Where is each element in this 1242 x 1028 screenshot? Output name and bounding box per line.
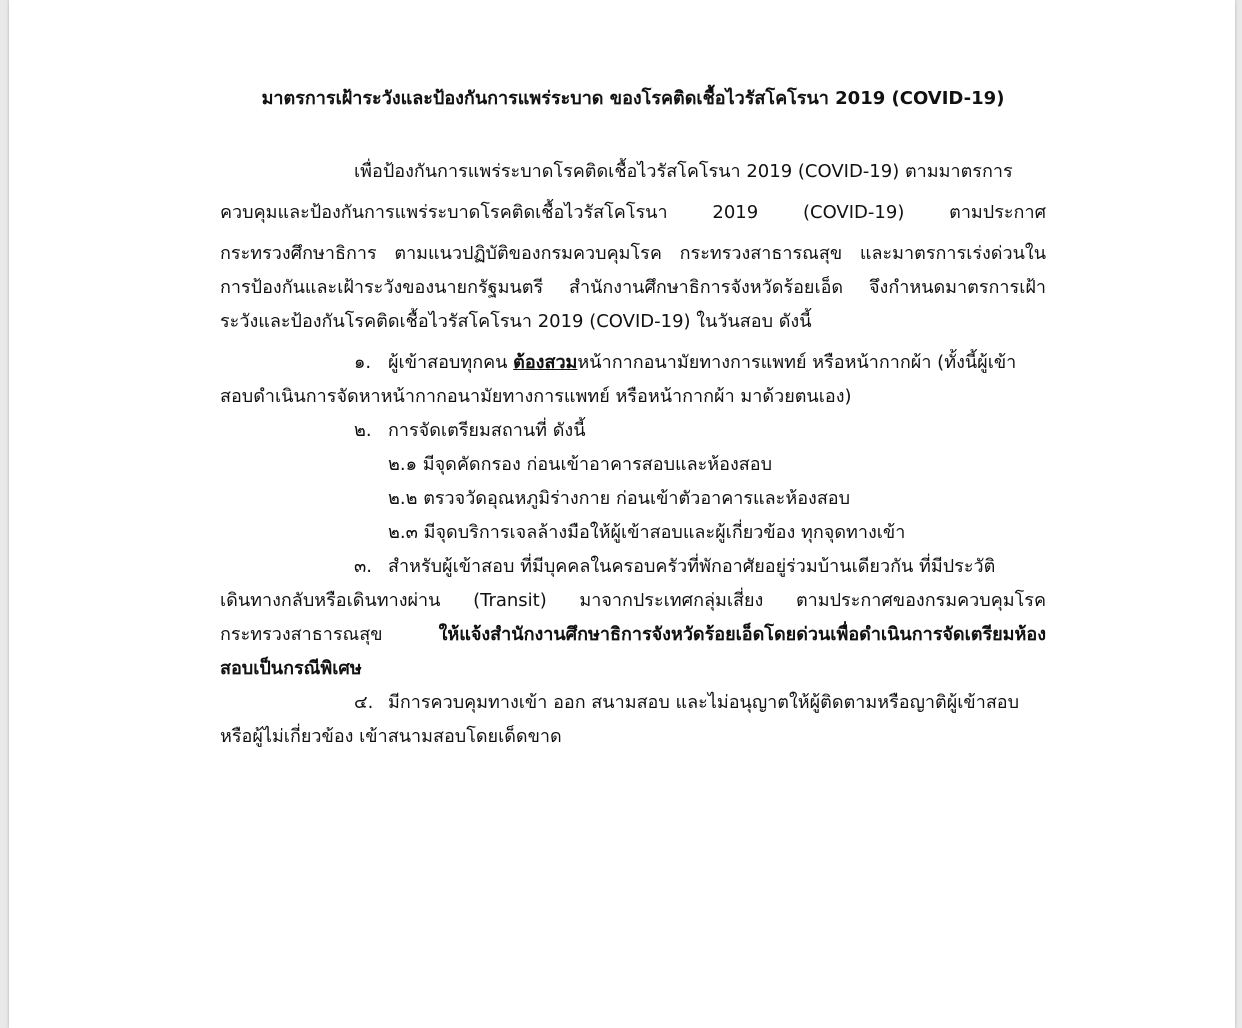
item-3-line-2: เดินทางกลับหรือเดินทางผ่าน (Transit) มาจากประเทศกลุ่มเสี่ยง ตามประกาศของกรมควบคุมโรค — [220, 590, 1046, 611]
item-2-text: การจัดเตรียมสถานที่ ดังนี้ — [388, 420, 586, 441]
document-page — [9, 0, 1235, 1028]
item-1-number: ๑. — [354, 352, 372, 373]
item-2-sub-2-text: ตรวจวัดอุณหภูมิร่างกาย ก่อนเข้าตัวอาคารและห้องสอบ — [423, 488, 851, 509]
intro-line-1: เพื่อป้องกันการแพร่ระบาดโรคติดเชื้อไวรัสโคโรนา 2019 (COVID-19) ตามมาตรการ — [354, 161, 1013, 182]
item-2-sub-3-number: ๒.๓ — [388, 522, 418, 543]
intro-line-4: การป้องกันและเฝ้าระวังของนายกรัฐมนตรี สำนักงานศึกษาธิการจังหวัดร้อยเอ็ด จึงกำหนดมาตรการเฝ้า — [220, 277, 1046, 298]
item-2-sub-2 — [388, 486, 850, 512]
item-4-number: ๔. — [354, 692, 374, 713]
item-3-line-1-text: สำหรับผู้เข้าสอบ ที่มีบุคคลในครอบครัวที่พักอาศัยอยู่ร่วมบ้านเดียวกัน ที่มีประวัติ — [388, 556, 996, 577]
item-1-line-1 — [354, 350, 1016, 376]
item-3-line-1 — [354, 554, 995, 580]
item-2-line — [354, 418, 586, 444]
item-4-line-1 — [354, 690, 1019, 716]
item-2-sub-2-number: ๒.๒ — [388, 488, 418, 509]
item-3-line-4: สอบเป็นกรณีพิเศษ — [220, 658, 362, 679]
item-3-line-3-bold: ให้แจ้งสำนักงานศึกษาธิการจังหวัดร้อยเอ็ดโดยด่วนเพื่อดำเนินการจัดเตรียมห้อง — [438, 624, 1046, 645]
item-2-sub-3 — [388, 520, 905, 546]
item-2-sub-1-number: ๒.๑ — [388, 454, 418, 475]
item-2-sub-3-text: มีจุดบริการเจลล้างมือให้ผู้เข้าสอบและผู้เกี่ยวข้อง ทุกจุดทางเข้า — [423, 522, 906, 543]
item-2-sub-1-text: มีจุดคัดกรอง ก่อนเข้าอาคารสอบและห้องสอบ — [422, 454, 772, 475]
item-4-line-2: หรือผู้ไม่เกี่ยวข้อง เข้าสนามสอบโดยเด็ดขาด — [220, 726, 562, 747]
item-2-sub-1 — [388, 452, 772, 478]
intro-line-5: ระวังและป้องกันโรคติดเชื้อไวรัสโคโรนา 2019 (COVID-19) ในวันสอบ ดังนี้ — [220, 311, 812, 332]
intro-line-2: ควบคุมและป้องกันการแพร่ระบาดโรคติดเชื้อไวรัสโคโรนา 2019 (COVID-19) ตามประกาศ — [220, 202, 1046, 223]
item-1-emphasis: ต้องสวม — [513, 352, 578, 373]
item-4-line-1-text: มีการควบคุมทางเข้า ออก สนามสอบ และไม่อนุญาตให้ผู้ติดตามหรือญาติผู้เข้าสอบ — [388, 692, 1020, 713]
item-3-number: ๓. — [354, 556, 373, 577]
item-3-line-3-normal: กระทรวงสาธารณสุข — [220, 624, 439, 645]
item-1-text-before: ผู้เข้าสอบทุกคน — [388, 352, 514, 373]
item-1-text-after: หน้ากากอนามัยทางการแพทย์ หรือหน้ากากผ้า (ทั้งนี้ผู้เข้า — [577, 352, 1017, 373]
item-3-line-3 — [220, 622, 1046, 648]
item-2-number: ๒. — [354, 420, 372, 441]
intro-line-3: กระทรวงศึกษาธิการ ตามแนวปฏิบัติของกรมควบคุมโรค กระทรวงสาธารณสุข และมาตรการเร่งด่วนใน — [220, 243, 1046, 264]
document-title: มาตรการเฝ้าระวังและป้องกันการแพร่ระบาด ของโรคติดเชื้อไวรัสโคโรนา 2019 (COVID-19) — [261, 88, 1005, 109]
item-1-line-2: สอบดำเนินการจัดหาหน้ากากอนามัยทางการแพทย์ หรือหน้ากากผ้า มาด้วยตนเอง) — [220, 386, 852, 407]
